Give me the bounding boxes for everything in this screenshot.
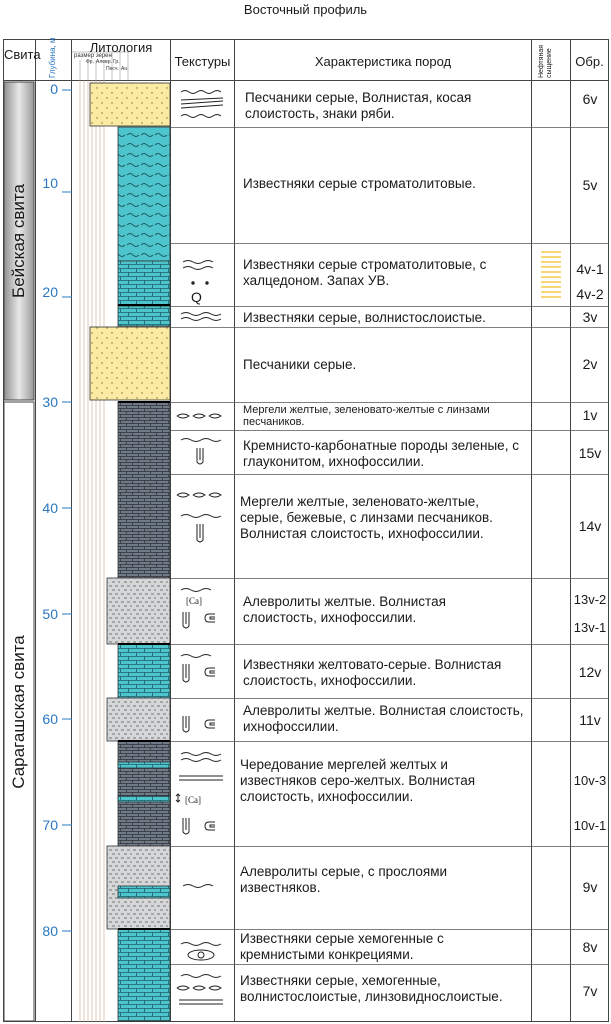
depth-label-20: 20 — [42, 284, 58, 300]
sample-6v: 6v — [582, 91, 598, 107]
texture-ca-label-2: [Ca] — [185, 795, 201, 805]
header-characteristics: Характеристика пород — [314, 54, 452, 69]
sample-15v: 15v — [578, 445, 602, 461]
lithology-column — [0, 0, 175, 1024]
depth-label-10: 10 — [42, 175, 58, 191]
sample-14v: 14v — [578, 518, 602, 534]
depth-label-50: 50 — [42, 606, 58, 622]
header-lithology: Литология — [89, 40, 153, 55]
sample-7v: 7v — [582, 983, 598, 999]
header-depth: Глубина, м — [48, 37, 57, 78]
oil-saturation-marker — [532, 0, 570, 1024]
layer-desc-5v: Известняки серые строматолитовые. — [243, 176, 476, 191]
sample-10v-3: 10v-3 — [573, 773, 607, 788]
depth-label-30: 30 — [42, 394, 58, 410]
header-lith-an: Ан. — [121, 66, 129, 72]
layer-desc-9v: Алевролиты серые, с прослоями известняков. — [240, 864, 448, 895]
layer-desc-2v: Песчаники серые. — [243, 357, 357, 372]
sample-1v: 1v — [582, 407, 598, 423]
header-lith-alevr: Алевр. — [96, 59, 112, 65]
layer-desc-8v: Известняки серые хемогенные с кремнистыми конкрециями. — [240, 931, 444, 962]
sample-10v-1: 10v-1 — [573, 818, 607, 833]
depth-label-70: 70 — [42, 817, 58, 833]
depth-label-40: 40 — [42, 500, 58, 516]
sample-4v-2: 4v-2 — [576, 286, 604, 302]
sample-11v: 11v — [579, 712, 601, 728]
sample-13v-2: 13v-2 — [573, 592, 607, 607]
sample-9v: 9v — [582, 879, 598, 895]
header-svita: Свита — [4, 47, 41, 62]
texture-q-label: Q — [191, 289, 202, 305]
layer-desc-10v: Чередование мергелей желтых и известняков серо-желтых. Волнистая слоистость, ихнофоссилии. — [240, 757, 476, 804]
depth-label-0: 0 — [50, 81, 58, 97]
header-lith-pesch: Песч. — [106, 66, 119, 72]
sample-3v: 3v — [582, 309, 598, 325]
svita-saragashskaya-label: Сарагашская свита — [9, 634, 28, 789]
layer-desc-14v: Мергели желтые, зеленовато-желтые, серые, бежевые, с линзами песчаников. Волнистая слоистость, ихнофоссилии. — [240, 494, 493, 541]
sample-2v: 2v — [582, 356, 598, 372]
page-title: Восточный профиль — [243, 2, 368, 17]
sample-13v-1: 13v-1 — [573, 620, 607, 635]
sample-8v: 8v — [582, 939, 598, 955]
layer-desc-4v: Известняки серые строматолитовые, с халцедоном. Запах УВ. — [243, 257, 487, 288]
sample-12v: 12v — [578, 664, 602, 680]
layer-desc-12v: Известняки желтовато-серые. Волнистая слоистость, ихнофоссилии. — [243, 657, 502, 688]
depth-label-80: 80 — [42, 923, 58, 939]
texture-symbols — [171, 0, 234, 1024]
layer-desc-6v: Песчаники серые, Волнистая, косая слоистость, знаки ряби. — [245, 90, 472, 121]
layer-desc-7v: Известняки серые, хемогенные, волнистослоистые, линзовиднослоистые. — [240, 973, 503, 1004]
layer-desc-11v: Алевролиты желтые. Волнистая слоистость, ихнофоссилии. — [243, 703, 524, 734]
header-lith-grain: размер зерен — [74, 53, 112, 59]
header-obr: Обр. — [575, 54, 604, 69]
layer-desc-15v: Кремнисто-карбонатные породы зеленые, с глауконитом, ихнофоссилии. — [243, 438, 519, 469]
texture-ca-label-1: [Ca] — [186, 596, 202, 606]
layer-desc-3v: Известняки серые, волнистослоистые. — [243, 310, 486, 325]
sample-4v-1: 4v-1 — [576, 261, 604, 277]
layer-desc-13v: Алевролиты желтые. Волнистая слоистость, ихнофоссилии. — [243, 594, 446, 625]
header-textures: Текстуры — [174, 54, 231, 69]
layer-desc-1v: Мергели желтые, зеленовато-желтые с линзами песчаников. — [243, 404, 490, 428]
header-lith-fr: Фр. — [86, 59, 94, 65]
sample-5v: 5v — [582, 177, 598, 193]
depth-label-60: 60 — [42, 711, 58, 727]
header-oil: Нефтяная сыщение — [538, 44, 553, 78]
header-lith-gr: Гр. — [113, 59, 120, 65]
svita-beyskaya-label: Бейская свита — [9, 184, 29, 298]
